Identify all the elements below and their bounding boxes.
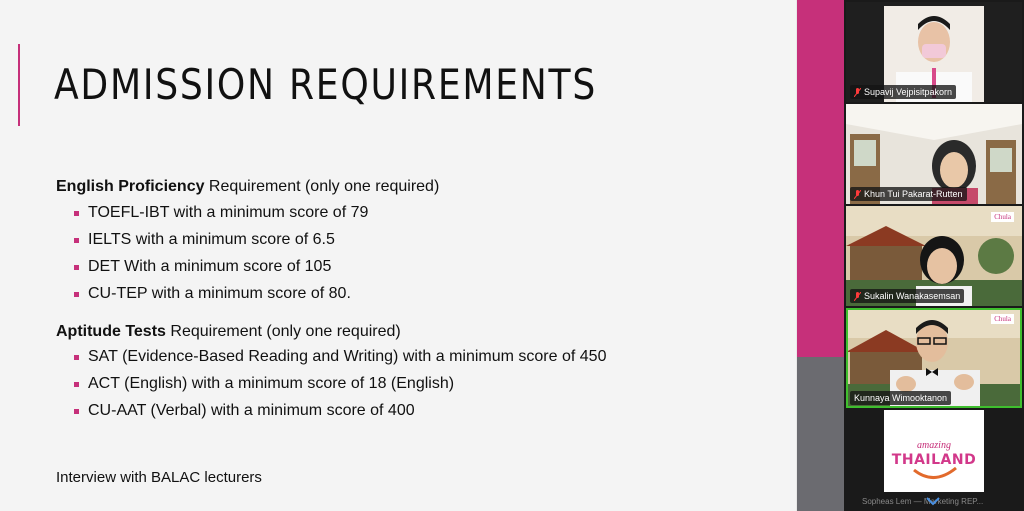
bottom-participant-name: Sopheas Lem — Marketing REP... bbox=[862, 497, 984, 506]
bullet-icon bbox=[74, 355, 79, 360]
bullet-icon bbox=[74, 211, 79, 216]
amazing-thailand-logo bbox=[884, 410, 984, 492]
bullet-icon bbox=[74, 409, 79, 414]
participant-name: Supavij Vejpisitpakorn bbox=[864, 87, 953, 97]
aptitude-heading-rest: Requirement (only one required) bbox=[165, 323, 401, 340]
interview-note: Interview with BALAC lecturers bbox=[56, 469, 262, 486]
list-item bbox=[74, 204, 368, 222]
list-item bbox=[74, 231, 335, 249]
title-accent-line bbox=[18, 44, 20, 126]
english-heading-bold: English Proficiency bbox=[56, 178, 205, 195]
slide-decoration-gray bbox=[796, 357, 844, 511]
bullet-icon bbox=[74, 292, 79, 297]
participant-tile[interactable] bbox=[846, 206, 1022, 306]
bullet-icon bbox=[74, 382, 79, 387]
participant-tile[interactable] bbox=[846, 2, 1022, 102]
list-item bbox=[74, 348, 606, 366]
participant-name: Sukalin Wanakasemsan bbox=[864, 291, 961, 301]
list-item-text: TOEFL-IBT with a minimum score of 79 bbox=[88, 204, 369, 221]
bullet-icon bbox=[74, 265, 79, 270]
participant-name-tag bbox=[850, 85, 956, 99]
slide-title: ADMISSION REQUIREMENTS bbox=[54, 60, 597, 109]
participant-tile[interactable] bbox=[846, 104, 1022, 204]
participant-name-tag bbox=[850, 391, 951, 405]
participant-name-tag bbox=[850, 289, 964, 303]
chula-badge: Chula bbox=[991, 212, 1014, 222]
aptitude-heading bbox=[56, 323, 401, 341]
participant-name: Kunnaya Wimooktanon bbox=[854, 393, 948, 403]
logo-swoosh bbox=[884, 410, 984, 492]
list-item-text: SAT (Evidence-Based Reading and Writing) with a minimum score of 450 bbox=[88, 348, 607, 365]
slide-edge bbox=[796, 0, 797, 511]
list-item-text: IELTS with a minimum score of 6.5 bbox=[88, 231, 335, 248]
participant-name: Khun Tui Pakarat-Rutten bbox=[864, 189, 963, 199]
logo-line-2: THAILAND bbox=[891, 452, 977, 468]
bullet-icon bbox=[74, 238, 79, 243]
participant-tile-active-speaker[interactable] bbox=[846, 308, 1022, 408]
mic-muted-icon bbox=[854, 190, 861, 199]
list-item-text: ACT (English) with a minimum score of 18 (English) bbox=[88, 375, 455, 392]
english-heading-rest: Requirement (only one required) bbox=[204, 178, 440, 195]
list-item-text: CU-TEP with a minimum score of 80. bbox=[88, 285, 351, 302]
slide-decoration-pink bbox=[796, 0, 844, 357]
logo-line-1: amazing bbox=[917, 440, 951, 451]
participant-name-tag bbox=[850, 187, 967, 201]
list-item bbox=[74, 258, 331, 276]
mic-muted-icon bbox=[854, 292, 861, 301]
list-item-text: DET With a minimum score of 105 bbox=[88, 258, 332, 275]
list-item bbox=[74, 285, 351, 303]
mic-muted-icon bbox=[854, 88, 861, 97]
chevron-down-icon[interactable] bbox=[925, 496, 941, 506]
chula-badge: Chula bbox=[991, 314, 1014, 324]
list-item bbox=[74, 402, 415, 420]
aptitude-heading-bold: Aptitude Tests bbox=[56, 323, 166, 340]
list-item bbox=[74, 375, 454, 393]
english-heading bbox=[56, 178, 439, 196]
list-item-text: CU-AAT (Verbal) with a minimum score of 400 bbox=[88, 402, 415, 419]
